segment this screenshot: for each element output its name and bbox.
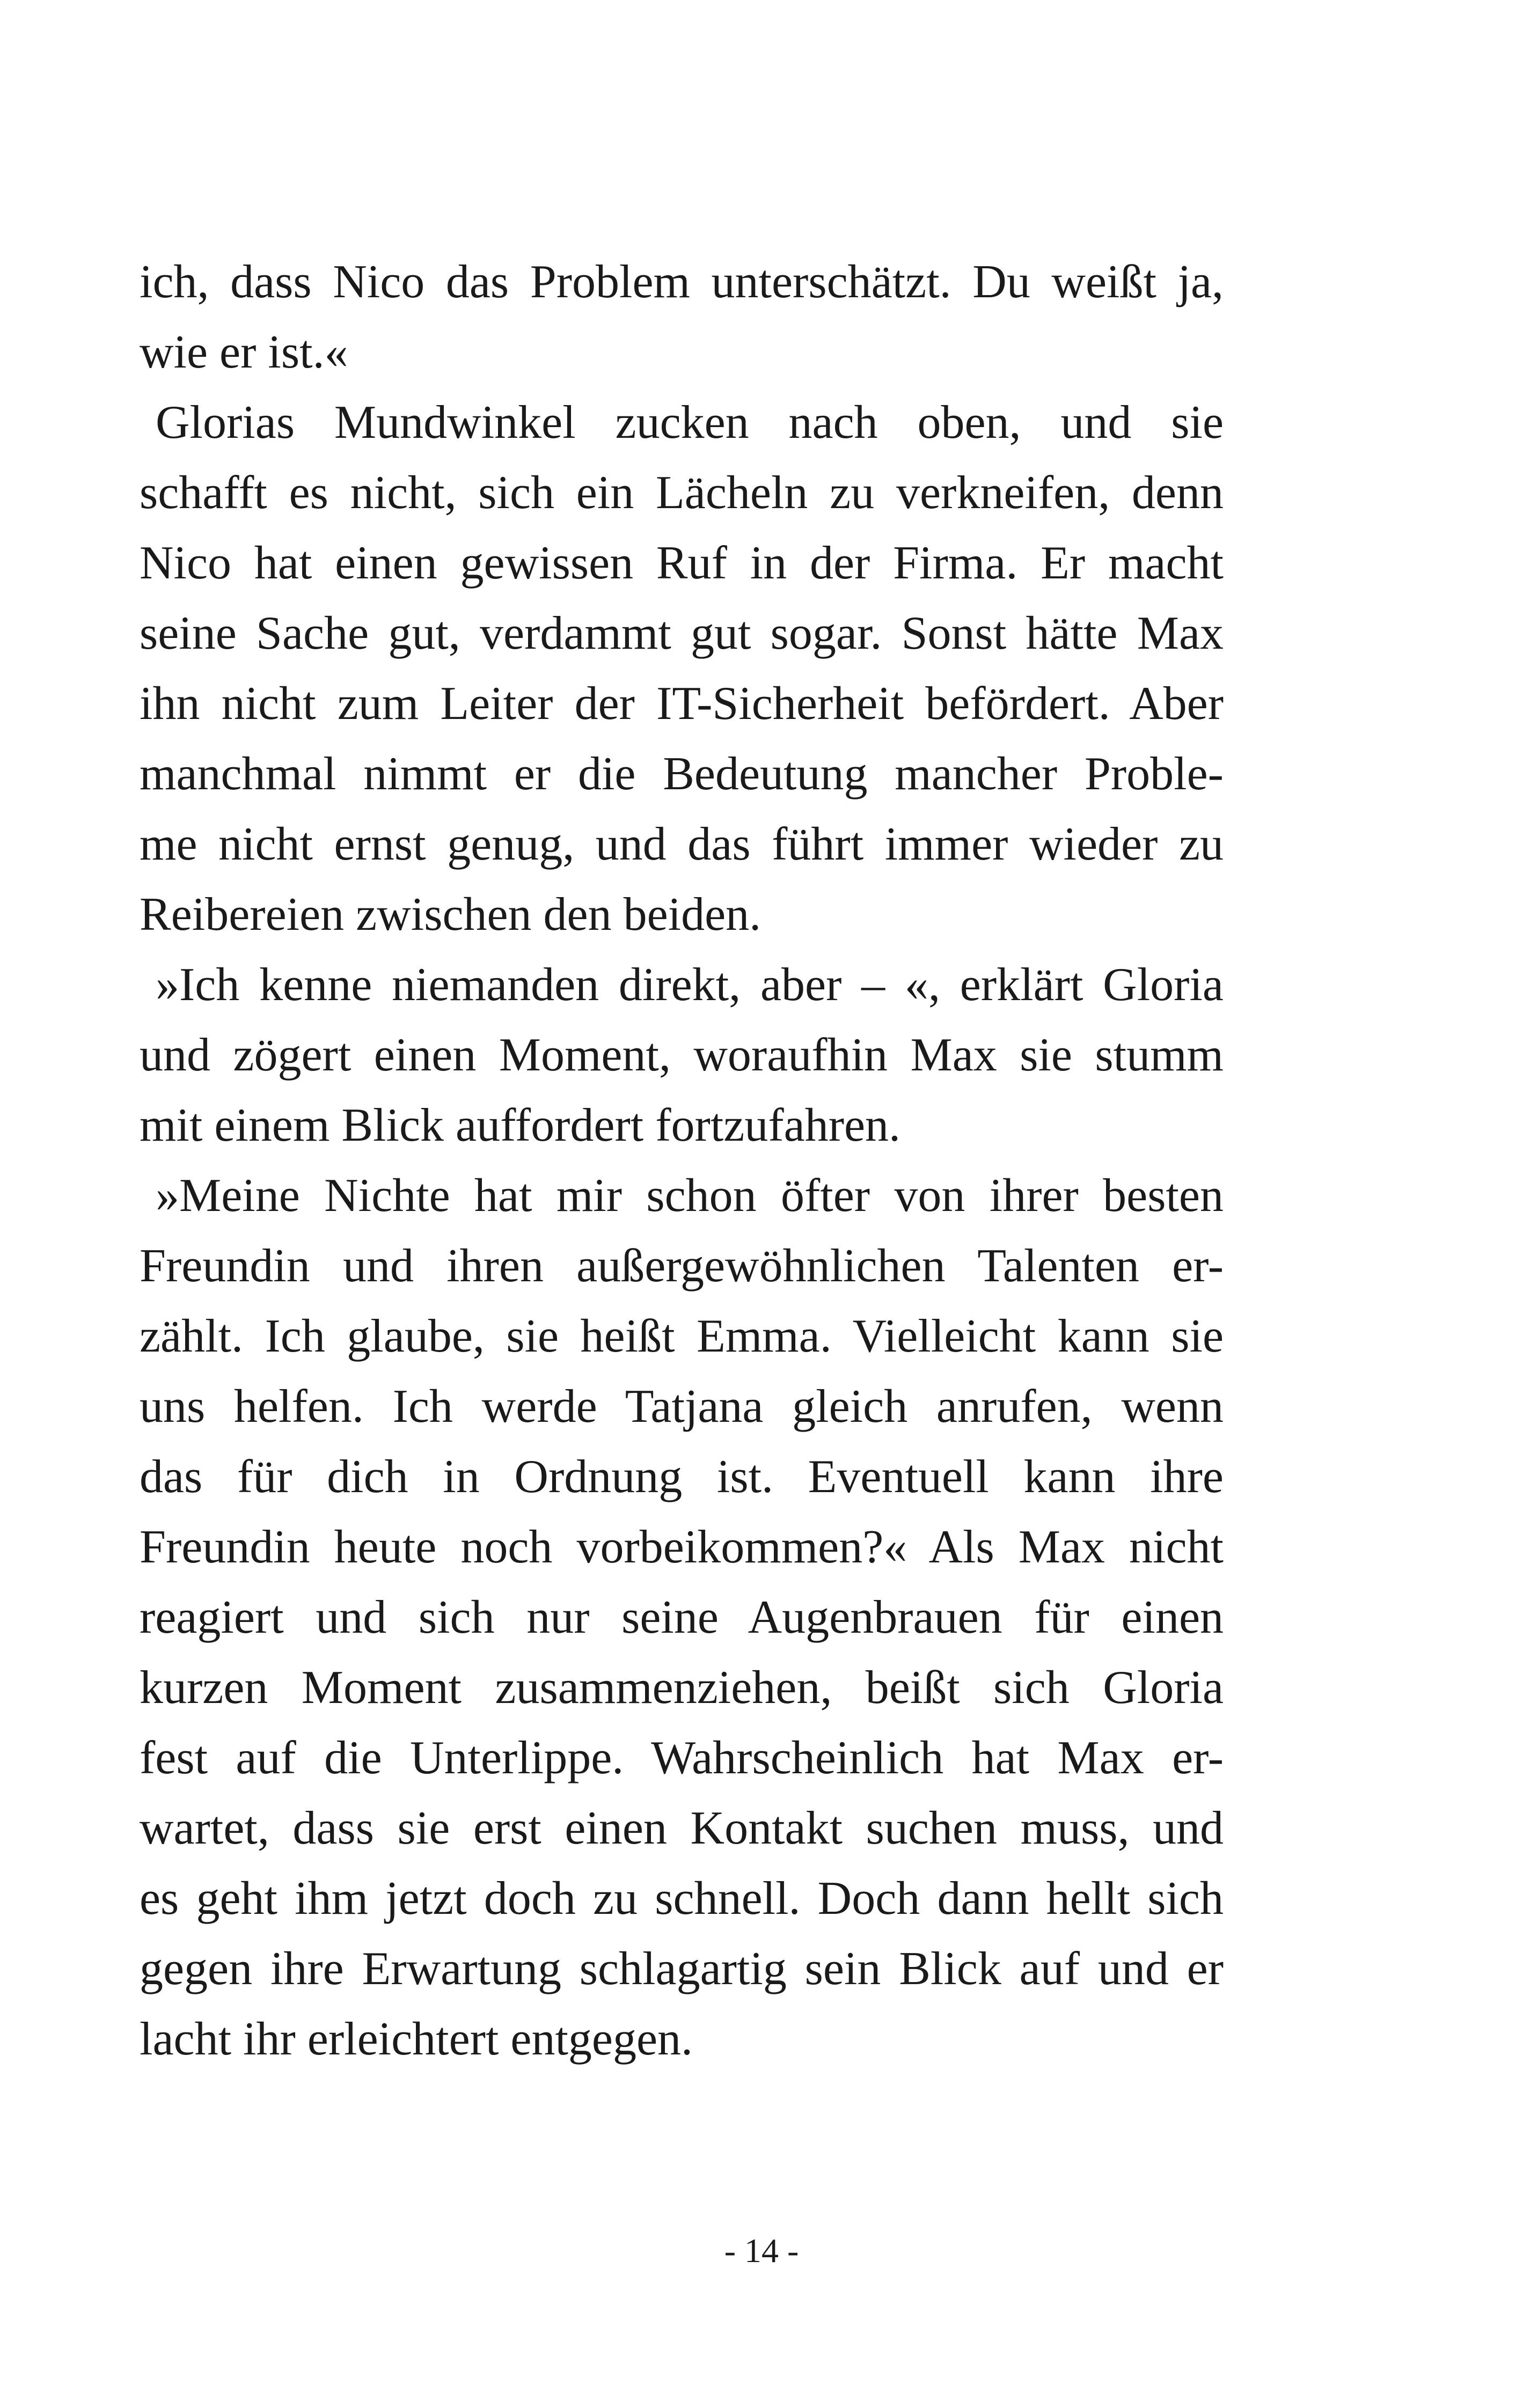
text-line: fest auf die Unterlippe. Wahrscheinlich hat Max er- — [140, 1732, 1224, 1784]
text-line: schafft es nicht, sich ein Lächeln zu verkneifen, denn — [140, 467, 1224, 519]
text-line: Nico hat einen gewissen Ruf in der Firma. Er macht — [140, 537, 1224, 589]
text-line: Reibereien zwischen den beiden. — [140, 889, 762, 941]
text-line: gegen ihre Erwartung schlagartig sein Blick auf und er — [140, 1943, 1224, 1995]
text-line: uns helfen. Ich werde Tatjana gleich anrufen, wenn — [140, 1381, 1224, 1433]
text-line: reagiert und sich nur seine Augenbrauen für einen — [140, 1591, 1224, 1643]
text-line: »Meine Nichte hat mir schon öfter von ihrer besten — [156, 1170, 1224, 1222]
text-line: ich, dass Nico das Problem unterschätzt. Du weißt ja, — [140, 256, 1224, 308]
page-number: - 14 - — [724, 2231, 799, 2270]
text-line: wartet, dass sie erst einen Kontakt suchen muss, und — [140, 1802, 1224, 1854]
text-line: das für dich in Ordnung ist. Eventuell kann ihre — [140, 1451, 1224, 1503]
text-line: wie er ist.« — [140, 326, 348, 378]
text-line: »Ich kenne niemanden direkt, aber – «, erklärt Gloria — [156, 959, 1224, 1011]
text-line: me nicht ernst genug, und das führt immer wieder zu — [140, 818, 1224, 870]
text-line: Freundin und ihren außergewöhnlichen Talenten er- — [140, 1240, 1224, 1292]
text-line: manchmal nimmt er die Bedeutung mancher Proble- — [140, 748, 1224, 800]
text-line: seine Sache gut, verdammt gut sogar. Sonst hätte Max — [140, 607, 1224, 659]
body-text — [140, 247, 1224, 2074]
text-line: ihn nicht zum Leiter der IT-Sicherheit befördert. Aber — [140, 678, 1224, 730]
text-line: und zögert einen Moment, woraufhin Max sie stumm — [140, 1029, 1224, 1081]
text-line: Glorias Mundwinkel zucken nach oben, und sie — [156, 397, 1224, 449]
text-line: es geht ihm jetzt doch zu schnell. Doch dann hellt sich — [140, 1873, 1224, 1925]
text-line: zählt. Ich glaube, sie heißt Emma. Vielleicht kann sie — [140, 1310, 1224, 1362]
text-line: mit einem Blick auffordert fortzufahren. — [140, 1099, 901, 1151]
text-line: kurzen Moment zusammenziehen, beißt sich Gloria — [140, 1662, 1224, 1714]
text-line: lacht ihr erleichtert entgegen. — [140, 2013, 693, 2065]
text-line: Freundin heute noch vorbeikommen?« Als Max nicht — [140, 1521, 1224, 1573]
